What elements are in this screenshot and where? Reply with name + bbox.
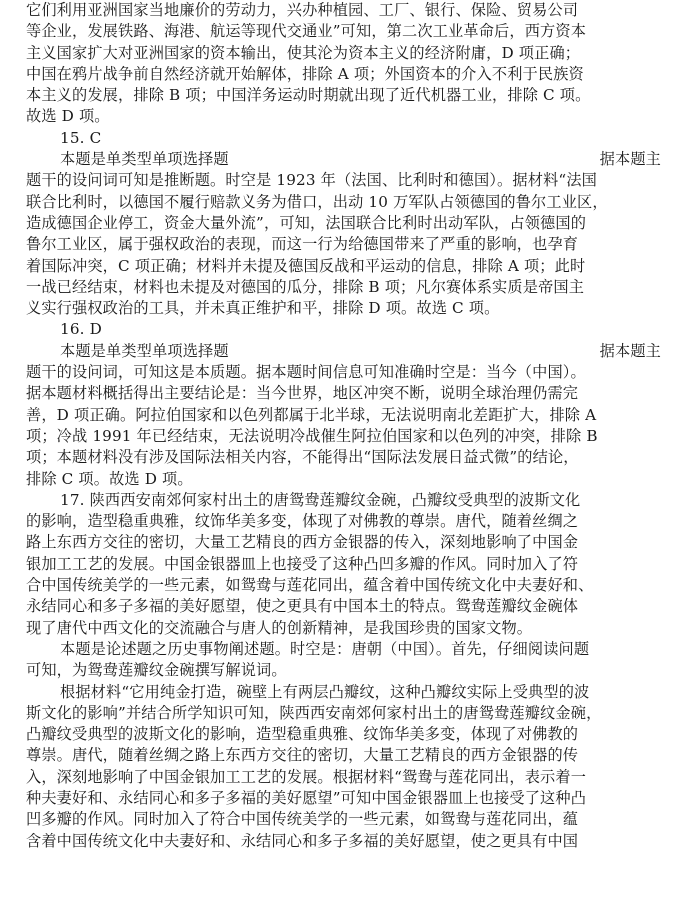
text-line: 合中国传统美学的一些元素，如鸳鸯与莲花同出，蕴含着中国传统文化中夫妻好和、 (26, 576, 594, 595)
text-line: 项；本题材料没有涉及国际法相关内容，不能得出“国际法发展日益式微”的结论， (26, 448, 579, 467)
text-line: 凸瓣纹受典型的波斯文化的影响，造型稳重典雅、纹饰华美多变，体现了对佛教的 (26, 725, 579, 744)
text-line: 义实行强权政治的工具，并未真正维护和平，排除 D 项。故选 C 项。 (26, 299, 500, 318)
text-line: 入，深刻地影响了中国金银加工工艺的发展。根据材料“鸳鸯与莲花同出，表示着一 (26, 767, 587, 786)
text-line: 本主义的发展，排除 B 项；中国洋务运动时期就出现了近代机器工业，排除 C 项。 (26, 86, 591, 105)
answer-heading-16: 16. D (60, 320, 102, 339)
text-line: 等企业，发展铁路、海港、航运等现代交通业”可知，第二次工业革命后，西方资本 (26, 22, 587, 41)
text-line: 题干的设问词，可知这是本质题。据本题时间信息可知准确时空是：当今（中国）。 (26, 363, 586, 382)
question-type-line (26, 341, 661, 362)
analysis-paragraph: 本题是论述题之历史事物阐述题。时空是：唐朝（中国）。首先，仔细阅读问题 (60, 639, 590, 658)
text-line: 永结同心和多子多福的美好愿望，使之更具有中国本土的特点。鸳鸯莲瓣纹金碗体 (26, 597, 579, 616)
text-line: 它们利用亚洲国家当地廉价的劳动力，兴办种植园、工厂、银行、保险、贸易公司 (26, 1, 579, 19)
text-line: 一战已经结束，材料也未提及对德国的瓜分，排除 B 项；凡尔赛体系实质是帝国主 (26, 277, 585, 296)
text-line: 造成德国企业停工，资金大量外流”，可知，法国联合比利时出动军队，占领德国的 (26, 213, 587, 232)
text-line: 可知，为鸳鸯莲瓣纹金碗撰写解说词。 (26, 661, 287, 680)
answer-heading-15: 15. C (60, 128, 102, 147)
text-line: 据本题材料概括得出主要结论是：当今世界，地区冲突不断，说明全球治理仍需完 (26, 384, 579, 403)
text-line: 故选 D 项。 (26, 107, 110, 126)
text-line: 着国际冲突，C 项正确；材料并未提及德国反战和平运动的信息，排除 A 项；此时 (26, 256, 586, 275)
text-line: 尊崇。唐代，随着丝绸之路上东西方交往的密切，大量工艺精良的西方金银器的传 (26, 746, 579, 765)
answer-paragraph-17: 17. 陕西西安南郊何家村出土的唐鸳鸯莲瓣纹金碗，凸瓣纹受典型的波斯文化 (60, 490, 581, 509)
text-line: 鲁尔工业区，属于强权政治的表现，而这一行为给德国带来了严重的影响，也孕育 (26, 235, 579, 254)
text-line: 种夫妻好和、永结同心和多子多福的美好愿望”可知中国金银器皿上也接受了这种凸 (26, 788, 587, 807)
text-line: 路上东西方交往的密切，大量工艺精良的西方金银器的传入，深刻地影响了中国金 (26, 533, 579, 552)
question-type-line (26, 149, 661, 170)
text-line: 排除 C 项。故选 D 项。 (26, 469, 193, 488)
text-line: 现了唐代中西文化的交流融合与唐人的创新精神，是我国珍贵的国家文物。 (26, 618, 533, 637)
question-type-label: 本题是单类型单项选择题 (60, 150, 229, 169)
text-line: 中国在鸦片战争前自然经济就开始解体，排除 A 项；外国资本的介入不利于民族资 (26, 64, 584, 83)
text-line: 含着中国传统文化中夫妻好和、永结同心和多子多福的美好愿望，使之更具有中国 (26, 831, 579, 850)
text-line: 题干的设问词可知是推断题。时空是 1923 年（法国、比利时和德国）。据材料“法国 (26, 171, 597, 190)
text-line: 主义国家扩大对亚洲国家的资本输出，使其沦为资本主义的经济附庸，D 项正确； (26, 43, 581, 62)
text-line: 项；冷战 1991 年已经结束，无法说明冷战催生阿拉伯国家和以色列的冲突，排除 B (26, 426, 598, 445)
text-line: 斯文化的影响”并结合所学知识可知，陕西西安南郊何家村出土的唐鸳鸯莲瓣纹金碗， (26, 703, 602, 722)
text-line: 银加工工艺的发展。中国金银器皿上也接受了这种凸凹多瓣的作风。同时加入了符 (26, 554, 579, 573)
question-type-right: 据本题主 (599, 150, 661, 169)
text-line: 凹多瓣的作风。同时加入了符合中国传统美学的一些元素，如鸳鸯与莲花同出，蕴 (26, 810, 579, 829)
text-line: 善，D 项正确。阿拉伯国家和以色列都属于北半球，无法说明南北差距扩大，排除 A (26, 405, 597, 424)
analysis-paragraph: 根据材料“它用纯金打造，碗壁上有两层凸瓣纹，这种凸瓣纹实际上受典型的波 (60, 682, 590, 701)
question-type-right: 据本题主 (599, 341, 661, 360)
question-type-label: 本题是单类型单项选择题 (60, 341, 229, 360)
text-line: 联合比利时，以德国不履行赔款义务为借口，出动 10 万军队占领德国的鲁尔工业区， (26, 192, 608, 211)
text-line: 的影响，造型稳重典雅，纹饰华美多变，体现了对佛教的尊崇。唐代，随着丝绸之 (26, 512, 579, 531)
